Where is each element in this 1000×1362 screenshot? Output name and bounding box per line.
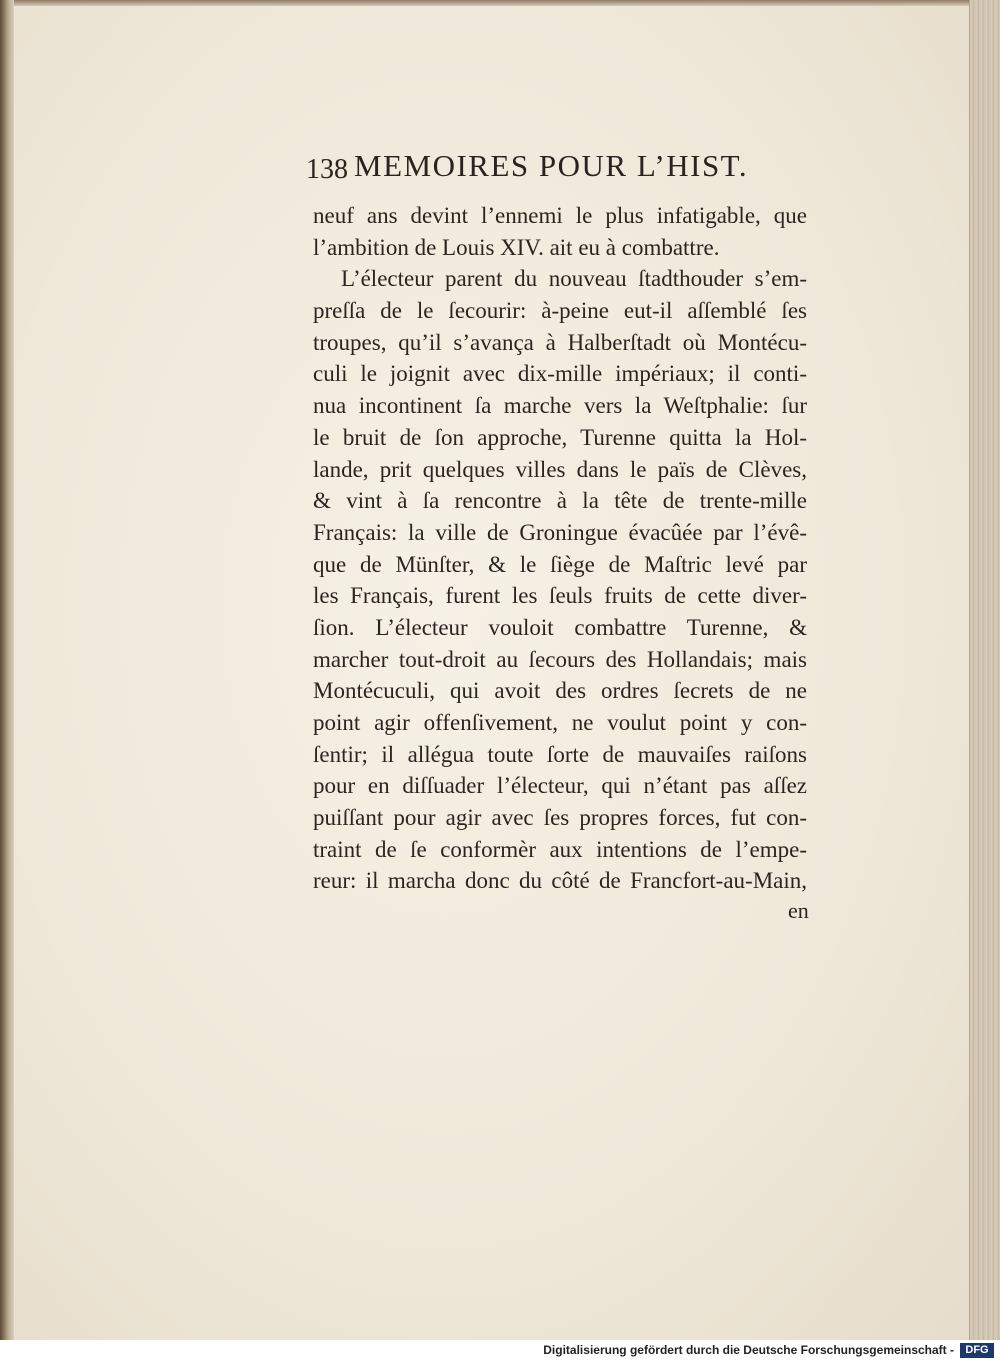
text-line: le bruit de ſon approche, Turenne quitta la Hol- [313, 424, 807, 450]
text-line: neuf ans devint l’ennemi le plus infatigable, que [313, 203, 807, 228]
running-head [306, 148, 826, 188]
text-line: ſentir; il allégua toute ſorte de mauvaiſes raiſons [313, 741, 807, 767]
text-line: ſion. L’électeur vouloit combattre Turenne, & [313, 614, 807, 640]
text-line: & vint à ſa rencontre à la tête de trente-mille [313, 488, 807, 514]
text-line: reur: il marcha donc du côté de Francfort-au-Main, [313, 868, 807, 894]
text-line: Montécuculi, qui avoit des ordres ſecrets de ne [313, 678, 807, 704]
page-top-edge [0, 0, 1000, 6]
page-number: 138 [306, 154, 348, 185]
text-line: lande, prit quelques villes dans le païs de Clèves, [313, 456, 807, 482]
footer-credit: Digitalisierung gefördert durch die Deutsche Forschungsgemeinschaft - [543, 1343, 954, 1357]
running-head-title: MEMOIRES POUR L’HIST. [354, 148, 749, 183]
dfg-logo: DFG [960, 1343, 994, 1358]
catchword: en [788, 898, 809, 923]
text-line: l’ambition de Louis XIV. ait eu à combattre. [313, 234, 720, 260]
text-line: marcher tout-droit au ſecours des Hollandais; mais [313, 646, 807, 672]
text-line: preſſa de le ſecourir: à-peine eut-il aſſemblé ſes [313, 298, 807, 324]
left-binding-edge [0, 0, 14, 1340]
text-line: que de Münſter, & le ſiège de Maſtric levé par [313, 551, 807, 577]
text-line: troupes, qu’il s’avança à Halberſtadt où Montécu- [313, 329, 807, 355]
text-line: puiſſant pour agir avec ſes propres forces, fut con- [313, 805, 807, 831]
text-line: Français: la ville de Groningue évacûée par l’évê- [313, 519, 807, 545]
text-line: les Français, furent les ſeuls fruits de cette diver- [313, 583, 807, 609]
right-page-edges [969, 0, 1000, 1340]
digitization-footer [0, 1340, 1000, 1362]
text-line: culi le joignit avec dix-mille impériaux; il conti- [313, 361, 807, 387]
text-line: traint de ſe conformèr aux intentions de l’empe- [313, 836, 807, 862]
text-line: nua incontinent ſa marche vers la Weſtphalie: ſur [313, 393, 807, 419]
text-line: L’électeur parent du nouveau ſtadthouder s’em- [341, 266, 807, 292]
text-line: pour en diſſuader l’électeur, qui n’étant pas aſſez [313, 773, 807, 799]
text-line: point agir offenſivement, ne voulut point y con- [313, 710, 807, 735]
body-text [313, 200, 807, 897]
